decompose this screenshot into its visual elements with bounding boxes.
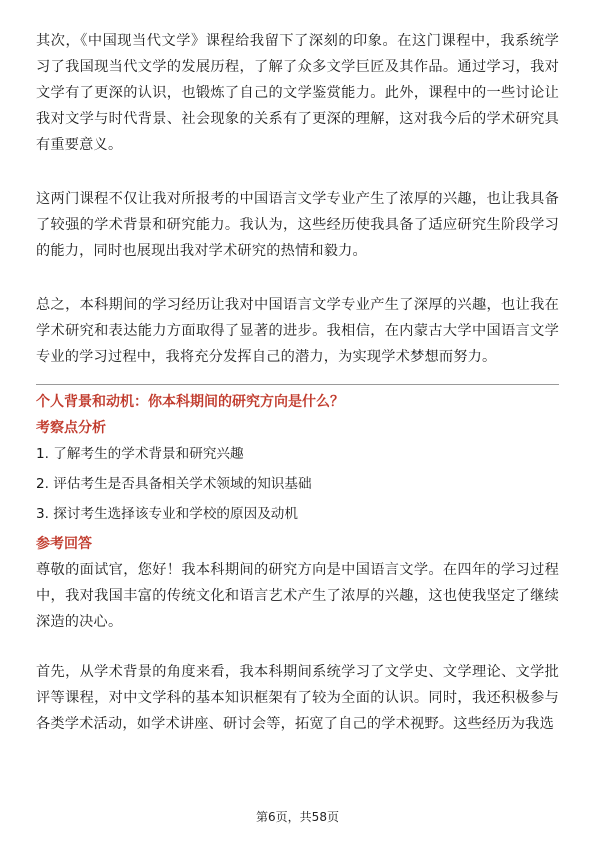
analysis-point-2: 2. 评估考生是否具备相关学术领域的知识基础 <box>36 476 312 492</box>
section-divider <box>36 384 559 385</box>
answer-heading: 参考回答 <box>36 536 92 552</box>
body-paragraph-2: 这两门课程不仅让我对所报考的中国语言文学专业产生了浓厚的兴趣，也让我具备了较强的学术背景和研究能力。我认为，这些经历使我具备了适应研究生阶段学习的能力，同时也展现出我对学术研究的热情和毅力。 <box>36 191 559 259</box>
page-number: 第6页，共58页 <box>256 810 339 824</box>
question-title: 个人背景和动机：你本科期间的研究方向是什么？ <box>36 394 344 410</box>
body-paragraph-3: 总之，本科期间的学习经历让我对中国语言文学专业产生了深厚的兴趣，也让我在学术研究和表达能力方面取得了显著的进步。我相信，在内蒙古大学中国语言文学专业的学习过程中，我将充分发挥自己的潜力，为实现学术梦想而努力。 <box>36 297 559 365</box>
answer-paragraph-2: 首先，从学术背景的角度来看，我本科期间系统学习了文学史、文学理论、文学批评等课程，对中文学科的基本知识框架有了较为全面的认识。同时，我还积极参与各类学术活动，如学术讲座、研讨会等，拓宽了自己的学术视野。这些经历为我选 <box>36 664 559 732</box>
analysis-heading: 考察点分析 <box>36 420 106 436</box>
body-paragraph-1: 其次，《中国现当代文学》课程给我留下了深刻的印象。在这门课程中，我系统学习了我国现当代文学的发展历程，了解了众多文学巨匠及其作品。通过学习，我对文学有了更深的认识，也锻炼了自己的文学鉴赏能力。此外，课程中的一些讨论让我对文学与时代背景、社会现象的关系有了更深的理解，这对我今后的学术研究具有重要意义。 <box>36 33 559 153</box>
analysis-point-3: 3. 探讨考生选择该专业和学校的原因及动机 <box>36 506 298 522</box>
page-content <box>36 28 559 737</box>
answer-paragraph-1: 尊敬的面试官，您好！我本科期间的研究方向是中国语言文学。在四年的学习过程中，我对我国丰富的传统文化和语言艺术产生了浓厚的兴趣，这也使我坚定了继续深造的决心。 <box>36 562 559 630</box>
analysis-point-1: 1. 了解考生的学术背景和研究兴趣 <box>36 446 244 462</box>
